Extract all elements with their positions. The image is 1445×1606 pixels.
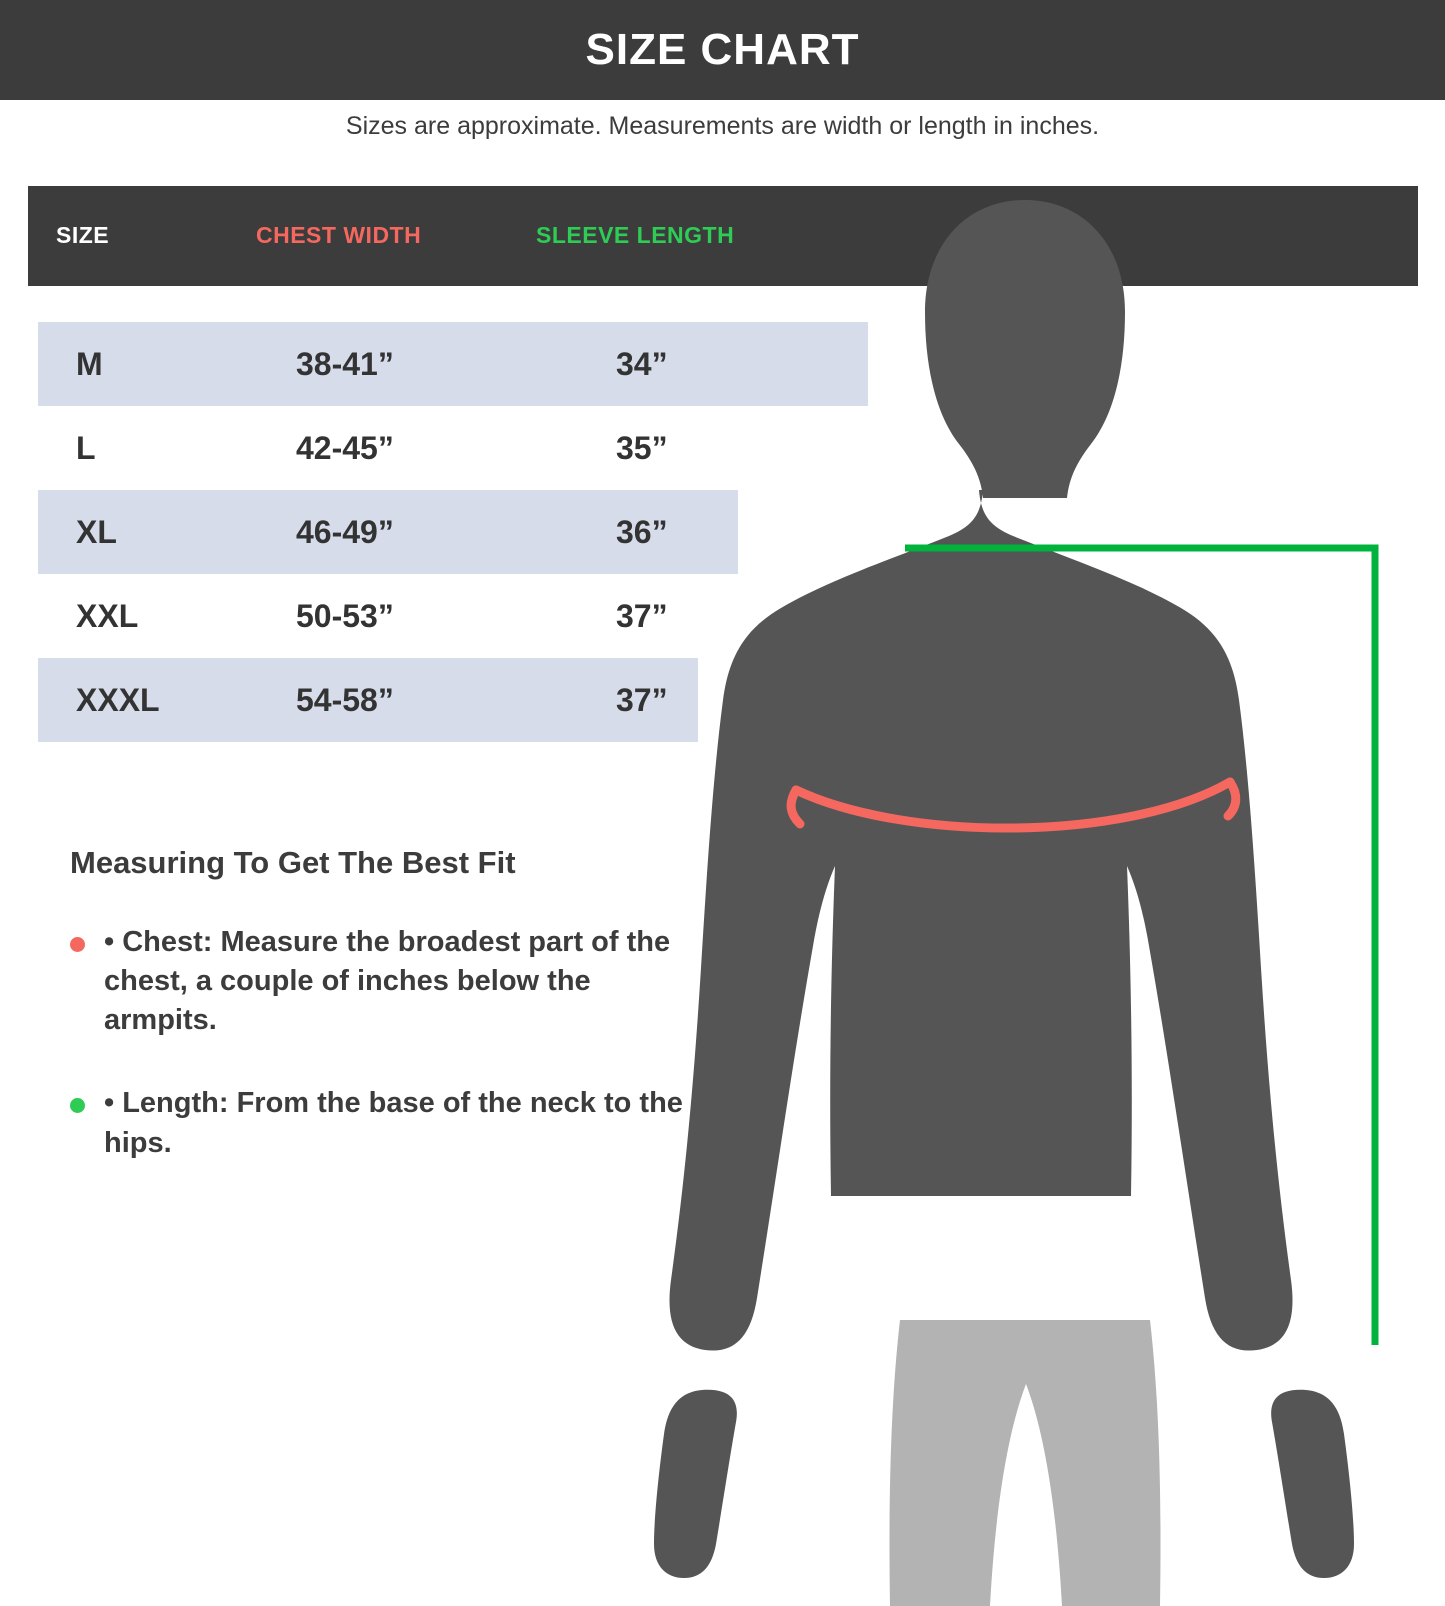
cell-size: XXL (76, 598, 139, 634)
header-bar (0, 0, 1445, 100)
table-row (38, 658, 698, 742)
cell-chest-width: 50-53” (296, 598, 394, 634)
cell-sleeve-length: 37” (616, 598, 668, 634)
column-header-size: SIZE (56, 222, 110, 248)
note-length-text: • Length: From the base of the neck to the hips. (104, 1087, 683, 1159)
note-length (70, 1084, 690, 1162)
header-subtitle: Sizes are approximate. Measurements are width or length in inches. (345, 112, 1100, 140)
notes-title: Measuring To Get The Best Fit (70, 845, 516, 880)
column-header-chest-width: CHEST WIDTH (256, 222, 422, 248)
cell-chest-width: 42-45” (296, 430, 394, 466)
cell-chest-width: 46-49” (296, 514, 394, 550)
cell-size: XL (76, 514, 117, 550)
note-chest (70, 923, 690, 1040)
column-header-sleeve-length: SLEEVE LENGTH (536, 222, 735, 248)
body-illustration (600, 190, 1445, 1606)
cell-size: M (76, 346, 103, 382)
bullet-length-icon (70, 1098, 85, 1113)
measuring-notes (70, 845, 690, 1207)
cell-sleeve-length: 34” (616, 346, 668, 382)
cell-chest-width: 38-41” (296, 346, 394, 382)
cell-sleeve-length: 35” (616, 430, 668, 466)
cell-sleeve-length: 37” (616, 682, 668, 718)
cell-chest-width: 54-58” (296, 682, 394, 718)
note-chest-text: • Chest: Measure the broadest part of the chest, a couple of inches below the armpits. (104, 926, 671, 1037)
cell-size: L (76, 430, 96, 466)
bullet-chest-icon (70, 937, 85, 952)
cell-sleeve-length: 36” (616, 514, 668, 550)
pants-shape (889, 1320, 1160, 1606)
page-title: SIZE CHART (585, 25, 860, 74)
cell-size: XXXL (76, 682, 160, 718)
